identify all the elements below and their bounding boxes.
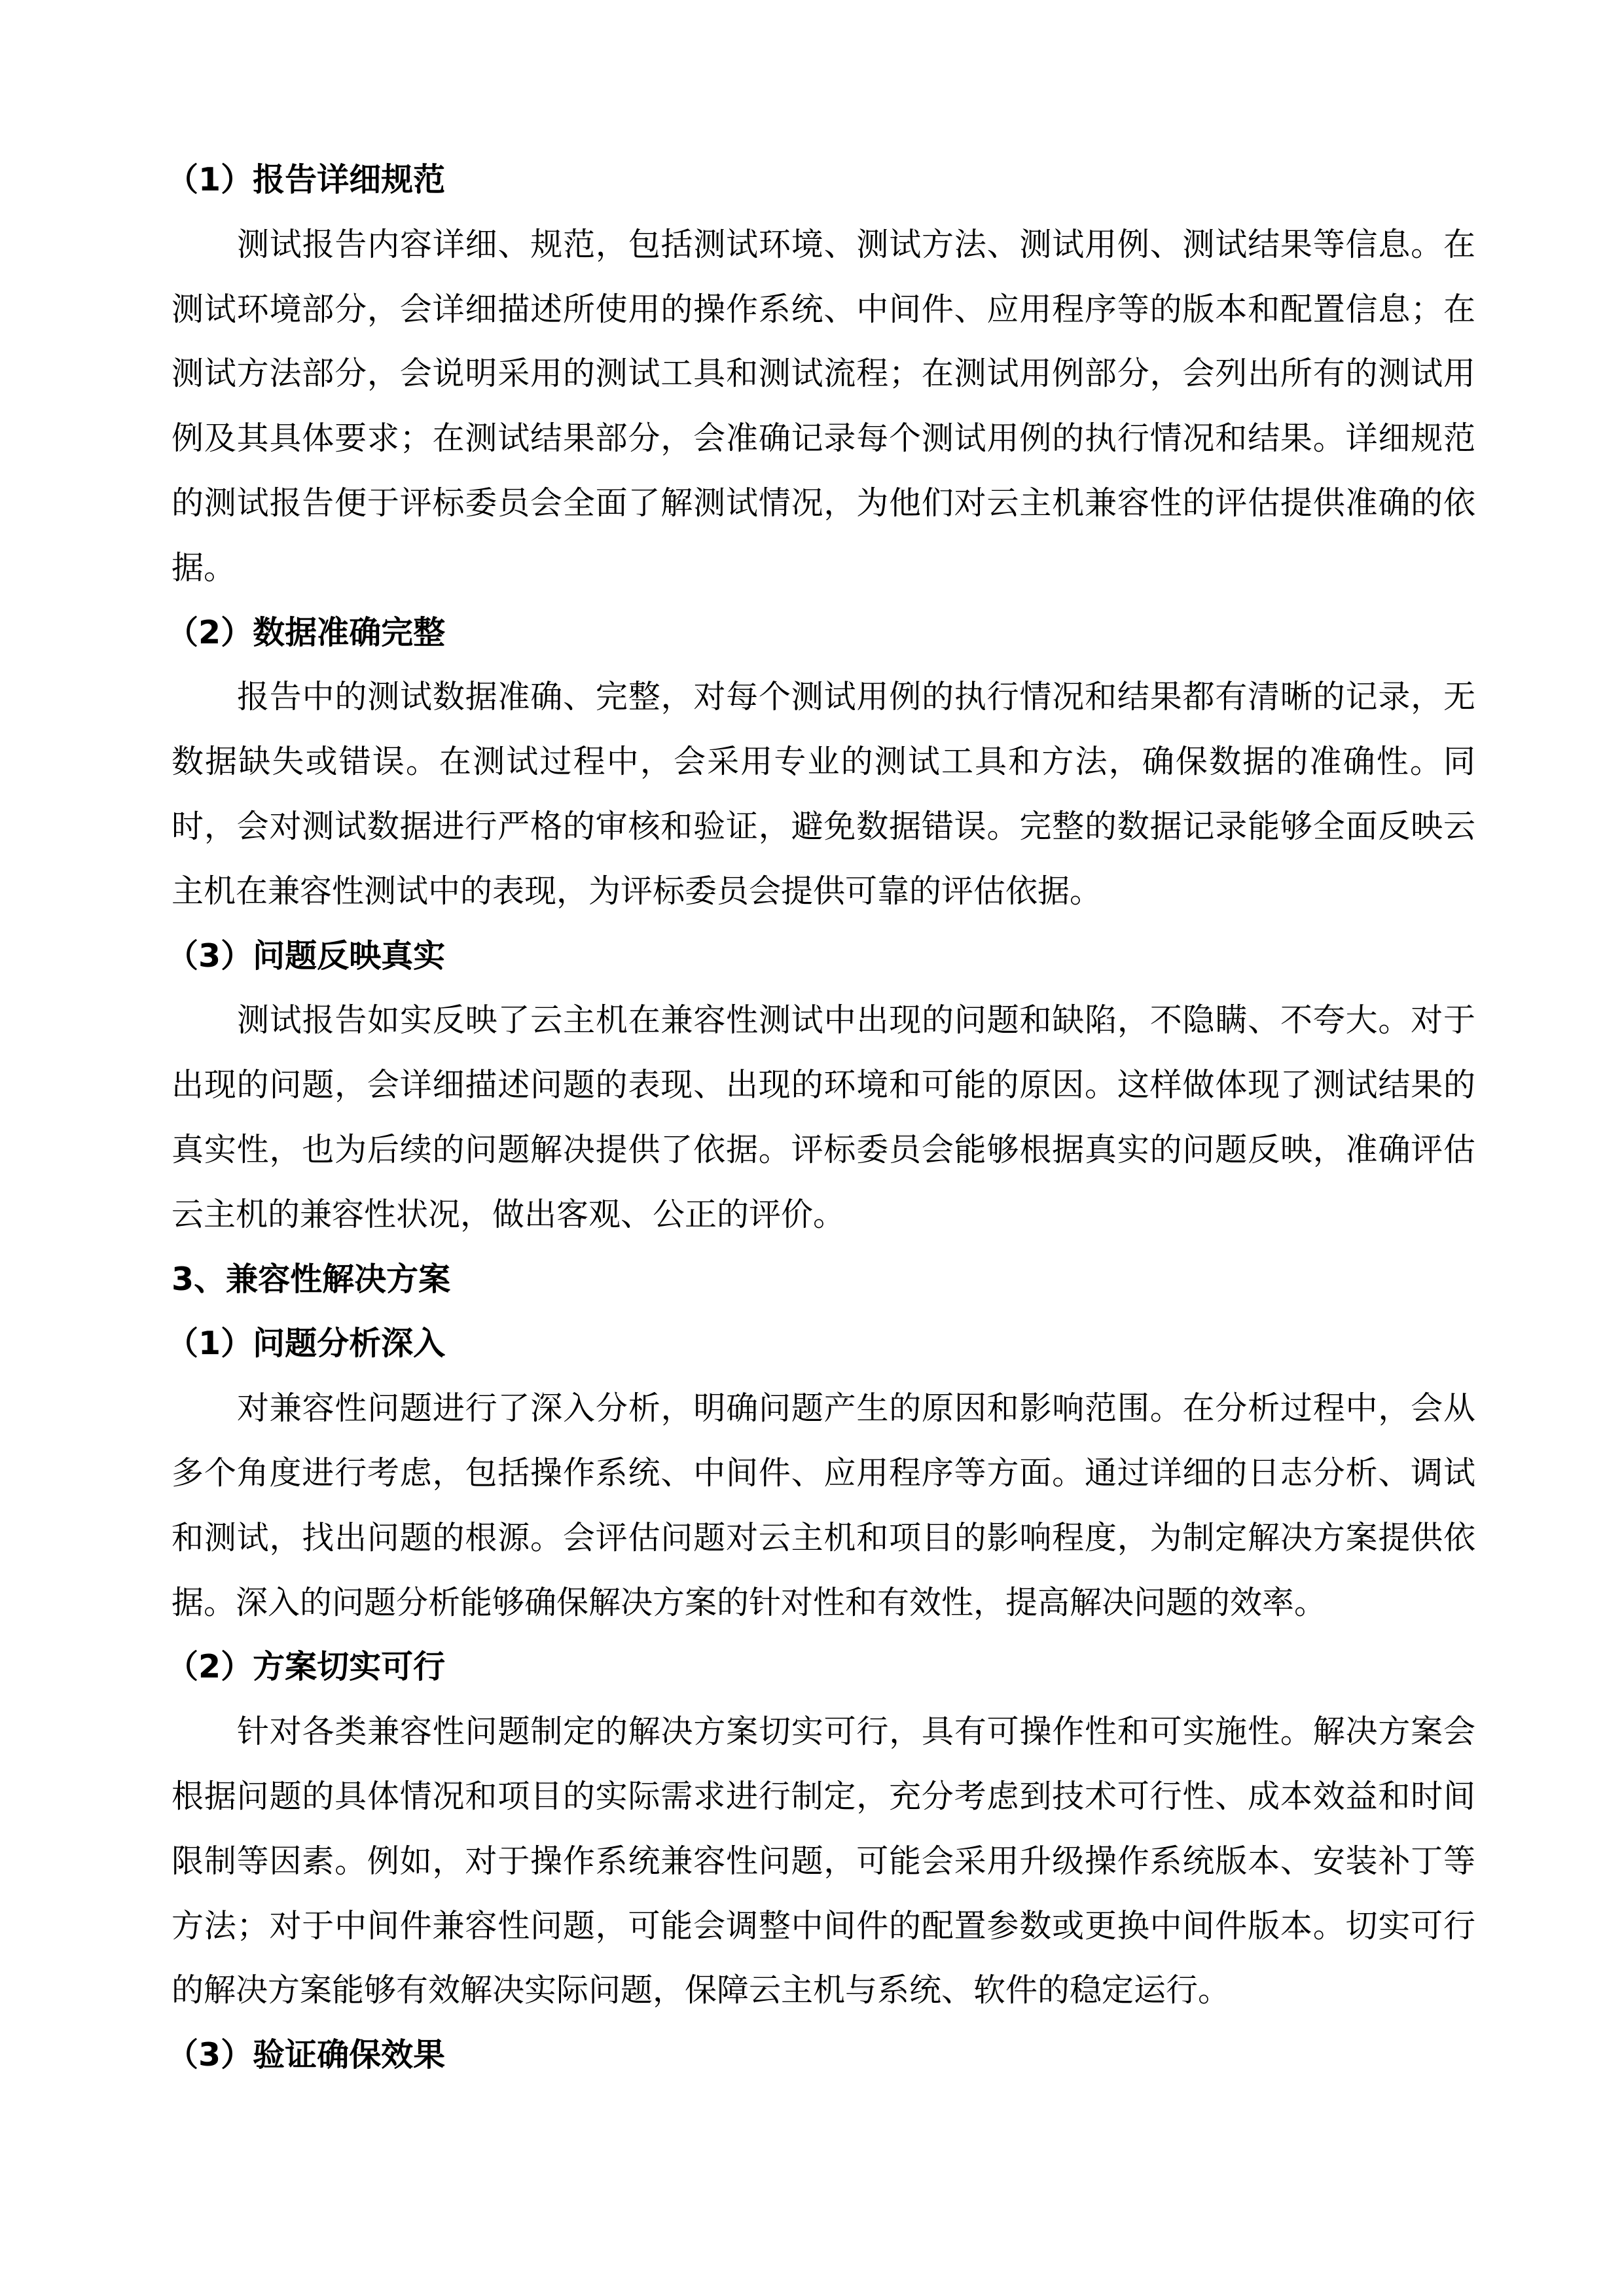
paragraph-line: 据。 xyxy=(171,548,236,586)
paragraph-line: 报告中的测试数据准确、完整，对每个测试用例的执行情况和结果都有清晰的记录，无 xyxy=(237,678,1475,716)
body-paragraph xyxy=(171,1700,1475,2023)
paragraph-line: 多个角度进行考虑，包括操作系统、中间件、应用程序等方面。通过详细的日志分析、调试 xyxy=(171,1454,1475,1492)
subsection-heading: （2）方案切实可行 xyxy=(166,1648,446,1686)
subsection-heading: （3）问题反映真实 xyxy=(166,937,446,975)
document-page xyxy=(166,148,1475,2088)
paragraph-line: 测试报告如实反映了云主机在兼容性测试中出现的问题和缺陷，不隐瞒、不夸大。对于 xyxy=(237,1001,1475,1039)
body-paragraph xyxy=(171,213,1475,601)
paragraph-line: 出现的问题，会详细描述问题的表现、出现的环境和可能的原因。这样做体现了测试结果的 xyxy=(171,1066,1475,1104)
subsection-heading: （1）问题分析深入 xyxy=(166,1325,446,1363)
body-paragraph xyxy=(171,988,1475,1247)
paragraph-line: 方法；对于中间件兼容性问题，可能会调整中间件的配置参数或更换中间件版本。切实可行 xyxy=(171,1907,1475,1945)
paragraph-line: 测试方法部分，会说明采用的测试工具和测试流程；在测试用例部分，会列出所有的测试用 xyxy=(171,355,1475,393)
paragraph-line: 的测试报告便于评标委员会全面了解测试情况，为他们对云主机兼容性的评估提供准确的依 xyxy=(171,484,1475,522)
subsection-heading: （2）数据准确完整 xyxy=(166,613,446,651)
body-paragraph xyxy=(171,1376,1475,1635)
paragraph-line: 主机在兼容性测试中的表现，为评标委员会提供可靠的评估依据。 xyxy=(171,872,1102,910)
body-paragraph xyxy=(171,665,1475,924)
paragraph-line: 据。深入的问题分析能够确保解决方案的针对性和有效性，提高解决问题的效率。 xyxy=(171,1583,1327,1621)
paragraph-line: 云主机的兼容性状况，做出客观、公正的评价。 xyxy=(171,1195,846,1233)
paragraph-line: 测试报告内容详细、规范，包括测试环境、测试方法、测试用例、测试结果等信息。在 xyxy=(237,225,1475,263)
section-heading: 3、兼容性解决方案 xyxy=(171,1260,451,1298)
paragraph-line: 的解决方案能够有效解决实际问题，保障云主机与系统、软件的稳定运行。 xyxy=(171,1971,1231,2009)
paragraph-line: 和测试，找出问题的根源。会评估问题对云主机和项目的影响程度，为制定解决方案提供依 xyxy=(171,1518,1475,1556)
paragraph-line: 真实性，也为后续的问题解决提供了依据。评标委员会能够根据真实的问题反映，准确评估 xyxy=(171,1130,1475,1168)
subsection-heading: （1）报告详细规范 xyxy=(166,161,446,198)
paragraph-line: 对兼容性问题进行了深入分析，明确问题产生的原因和影响范围。在分析过程中，会从 xyxy=(237,1390,1475,1427)
paragraph-line: 数据缺失或错误。在测试过程中，会采用专业的测试工具和方法，确保数据的准确性。同 xyxy=(171,743,1475,781)
paragraph-line: 例及其具体要求；在测试结果部分，会准确记录每个测试用例的执行情况和结果。详细规范 xyxy=(171,420,1475,457)
paragraph-line: 根据问题的具体情况和项目的实际需求进行制定，充分考虑到技术可行性、成本效益和时间 xyxy=(171,1777,1475,1815)
paragraph-line: 针对各类兼容性问题制定的解决方案切实可行，具有可操作性和可实施性。解决方案会 xyxy=(237,1713,1475,1751)
paragraph-line: 限制等因素。例如，对于操作系统兼容性问题，可能会采用升级操作系统版本、安装补丁等 xyxy=(171,1842,1475,1880)
subsection-heading: （3）验证确保效果 xyxy=(166,2036,446,2074)
paragraph-line: 测试环境部分，会详细描述所使用的操作系统、中间件、应用程序等的版本和配置信息；在 xyxy=(171,290,1475,328)
paragraph-line: 时，会对测试数据进行严格的审核和验证，避免数据错误。完整的数据记录能够全面反映云 xyxy=(171,807,1475,845)
